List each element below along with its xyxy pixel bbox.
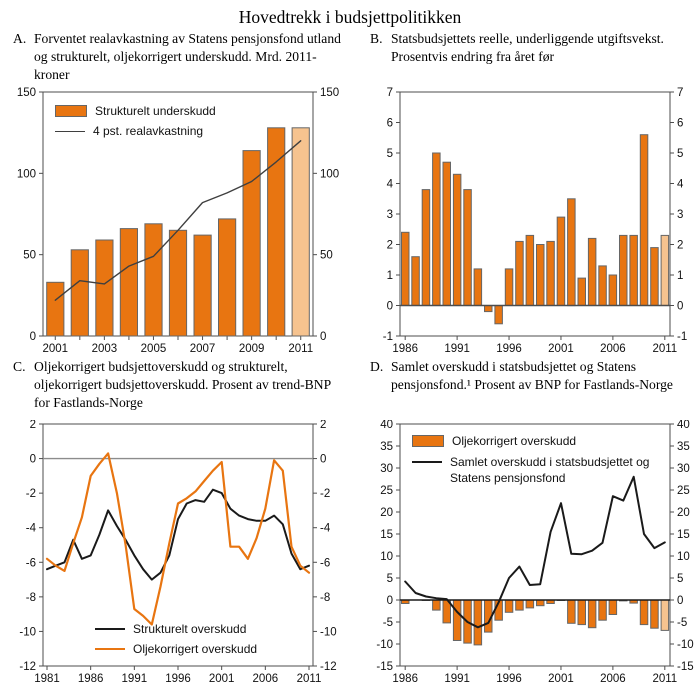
legend-item — [412, 454, 688, 486]
bar-1991 — [453, 174, 461, 305]
legend-label: 4 pst. realavkastning — [93, 124, 204, 138]
bar-2008 — [219, 219, 236, 336]
panel-d-legend — [412, 434, 688, 492]
y-axis-label: 0 — [29, 331, 36, 343]
bar-swatch-icon — [412, 435, 444, 447]
panel-b-letter: B. — [370, 31, 383, 46]
x-axis-label: 2001 — [42, 343, 69, 355]
panel-d-letter: D. — [370, 359, 384, 374]
y-axis-label: 1 — [386, 270, 393, 282]
bar-2004 — [588, 600, 596, 628]
y-axis-label: 4 — [386, 178, 393, 191]
y-axis-label: -10 — [19, 626, 36, 639]
bar-2006 — [609, 600, 617, 615]
x-axis-label: 2001 — [548, 673, 574, 685]
y-axis-label: 5 — [386, 573, 393, 585]
line-swatch-icon — [95, 628, 125, 630]
x-axis-label: 2011 — [652, 673, 678, 685]
bar-2005 — [599, 266, 607, 306]
y-axis-label: -12 — [320, 661, 337, 673]
bar-1998 — [526, 235, 534, 305]
y-axis-label: 3 — [677, 209, 684, 221]
x-axis-label: 1991 — [444, 673, 470, 685]
bar-2001 — [47, 282, 64, 336]
legend-label: Oljekorrigert overskudd — [133, 642, 258, 656]
y-axis-label: 0 — [29, 453, 36, 466]
y-axis-label: 35 — [380, 441, 393, 453]
x-axis-label: 2006 — [600, 343, 626, 355]
bar-2005 — [145, 224, 162, 336]
bar-2004 — [588, 238, 596, 305]
panel-c-chart — [13, 420, 350, 688]
x-axis-label: 2001 — [208, 673, 235, 685]
bar-1992 — [464, 190, 472, 306]
panel-b-chart — [370, 86, 700, 358]
y-axis-label: 100 — [320, 168, 340, 181]
x-axis-label: 2006 — [252, 673, 279, 685]
y-axis-label: 0 — [320, 331, 327, 343]
legend-label: Samlet overskudd i statsbudsjettet og Statens pensjonsfond — [450, 455, 650, 486]
x-axis-label: 1996 — [165, 673, 191, 685]
y-axis-label: 6 — [386, 117, 393, 130]
y-axis-label: 150 — [320, 87, 340, 99]
legend-item — [55, 124, 216, 138]
y-axis-label: 30 — [380, 463, 393, 475]
x-axis-label: 2011 — [288, 343, 314, 355]
legend-item — [412, 434, 688, 448]
bar-2002 — [568, 600, 576, 623]
bar-2002 — [71, 250, 88, 336]
bar-1996 — [505, 600, 513, 612]
panel-b-title — [370, 30, 700, 86]
panel-c — [0, 358, 350, 688]
x-axis-label: 2005 — [140, 343, 167, 355]
y-axis-label: -8 — [320, 591, 331, 604]
bar-1991 — [453, 600, 461, 641]
y-axis-label: 20 — [380, 507, 393, 519]
y-axis-label: 0 — [386, 595, 393, 607]
line-swatch-icon — [55, 131, 85, 132]
x-axis-label: 1991 — [121, 673, 148, 685]
bar-2011 — [661, 235, 669, 305]
series-line-1 — [47, 453, 309, 624]
panel-c-legend — [95, 622, 257, 662]
bar-1999 — [537, 245, 545, 306]
bar-2005 — [599, 600, 607, 620]
y-axis-label: -8 — [25, 591, 36, 604]
x-axis-label: 2011 — [652, 343, 678, 355]
panel-a-title — [13, 30, 350, 86]
y-axis-label: -2 — [320, 488, 331, 501]
line-swatch-icon — [412, 461, 442, 463]
x-axis-label: 2009 — [238, 343, 265, 355]
bar-1995 — [495, 306, 503, 324]
bar-1997 — [516, 241, 524, 305]
y-axis-label: -10 — [320, 626, 337, 639]
bar-2008 — [630, 235, 638, 305]
y-axis-label: -5 — [382, 617, 393, 629]
bar-2002 — [568, 199, 576, 306]
y-axis-label: -4 — [25, 522, 36, 535]
x-axis-label: 2011 — [296, 673, 322, 685]
y-axis-label: 15 — [380, 529, 393, 541]
bar-1994 — [485, 306, 493, 312]
x-axis-label: 1996 — [496, 673, 522, 685]
bar-2009 — [640, 135, 648, 306]
y-axis-label: 7 — [386, 87, 393, 99]
bar-2006 — [169, 230, 186, 336]
bar-2011 — [292, 128, 309, 336]
panel-c-letter: C. — [13, 359, 26, 374]
y-axis-label: 7 — [677, 87, 684, 99]
bar-2003 — [578, 600, 586, 625]
bar-2003 — [96, 240, 113, 336]
bar-1989 — [433, 600, 441, 610]
panel-c-title — [13, 358, 350, 420]
legend-label: Strukturelt underskudd — [95, 104, 216, 118]
y-axis-label: 6 — [677, 117, 684, 130]
bar-2007 — [620, 235, 628, 305]
x-axis-label: 2003 — [91, 343, 118, 355]
legend-label: Oljekorrigert overskudd — [452, 434, 577, 448]
bar-2007 — [194, 235, 211, 336]
y-axis-label: 4 — [677, 178, 684, 191]
y-axis-label: 100 — [16, 168, 36, 181]
bar-2009 — [243, 151, 260, 336]
panel-a-legend — [55, 104, 216, 144]
legend-item — [95, 622, 257, 636]
x-axis-label: 2006 — [600, 673, 626, 685]
chart-b-svg — [370, 86, 700, 358]
y-axis-label: -1 — [382, 331, 393, 343]
panel-a-letter: A. — [13, 31, 27, 46]
y-axis-label: -10 — [376, 639, 393, 651]
panel-a — [0, 30, 350, 358]
line-swatch-icon — [95, 648, 125, 650]
bar-1988 — [422, 190, 430, 306]
bar-2001 — [557, 217, 565, 305]
bar-1990 — [443, 162, 451, 305]
bar-1996 — [505, 269, 513, 306]
x-axis-label: 1996 — [496, 343, 522, 355]
y-axis-label: 10 — [677, 551, 690, 563]
y-axis-label: -10 — [677, 639, 694, 651]
bar-2011 — [661, 600, 669, 630]
bar-1993 — [474, 269, 482, 306]
y-axis-label: -6 — [320, 557, 331, 570]
panel-d-chart — [370, 420, 700, 688]
y-axis-label: 2 — [29, 420, 36, 431]
y-axis-label: -4 — [320, 522, 331, 535]
x-axis-label: 1986 — [77, 673, 104, 685]
y-axis-label: 10 — [380, 551, 393, 563]
legend-item — [95, 642, 257, 656]
y-axis-label: 5 — [386, 148, 393, 160]
bar-1997 — [516, 600, 524, 610]
x-axis-label: 2001 — [548, 343, 574, 355]
bar-2009 — [640, 600, 648, 625]
y-axis-label: -2 — [25, 488, 36, 501]
panel-b-title-text: Statsbudsjettets reelle, underliggende utgiftsvekst. Prosentvis endring fra året før — [391, 31, 664, 64]
y-axis-label: 5 — [677, 148, 684, 160]
y-axis-label: 35 — [677, 441, 690, 453]
bar-1989 — [433, 153, 441, 306]
y-axis-label: -1 — [677, 331, 688, 343]
x-axis-label: 1986 — [392, 673, 418, 685]
figure-title: Hovedtrekk i budsjettpolitikken — [238, 7, 462, 27]
y-axis-label: 25 — [380, 485, 393, 497]
bar-1993 — [474, 600, 482, 645]
y-axis-label: 0 — [386, 300, 393, 313]
panel-b — [350, 30, 700, 358]
bar-2003 — [578, 278, 586, 305]
y-axis-label: -5 — [677, 617, 688, 629]
legend-item — [55, 104, 216, 118]
x-axis-label: 1991 — [444, 343, 470, 355]
bar-1986 — [402, 232, 410, 305]
x-axis-label: 2007 — [189, 343, 216, 355]
y-axis-label: 30 — [677, 463, 690, 475]
panel-d — [350, 358, 700, 688]
y-axis-label: 50 — [320, 249, 333, 262]
y-axis-label: -6 — [25, 557, 36, 570]
bar-1987 — [412, 257, 420, 306]
panel-grid — [0, 30, 700, 688]
y-axis-label: 3 — [386, 209, 393, 221]
bar-swatch-icon — [55, 105, 87, 117]
y-axis-label: 0 — [677, 595, 684, 607]
y-axis-label: 2 — [320, 420, 327, 431]
panel-a-title-text: Forventet realavkastning av Statens pensjonsfond utland og strukturelt, oljekorrigert underskudd. Mrd. 2011-kroner — [34, 31, 341, 82]
y-axis-label: 2 — [386, 239, 393, 252]
legend-label: Strukturelt overskudd — [133, 622, 247, 636]
y-axis-label: 150 — [16, 87, 36, 99]
panel-c-title-text: Oljekorrigert budsjettoverskudd og strukturelt, oljekorrigert budsjettoverskudd. Prosent av trend-BNP for Fastlands-Norge — [34, 359, 331, 410]
bar-2010 — [651, 600, 659, 628]
bar-2004 — [120, 229, 137, 336]
y-axis-label: 15 — [677, 529, 690, 541]
bar-2000 — [547, 241, 555, 305]
y-axis-label: 2 — [677, 239, 684, 252]
y-axis-label: 40 — [380, 420, 393, 431]
y-axis-label: 0 — [320, 453, 327, 466]
y-axis-label: -12 — [19, 661, 36, 673]
bar-2010 — [651, 248, 659, 306]
bar-1998 — [526, 600, 534, 608]
y-axis-label: 20 — [677, 507, 690, 519]
x-axis-label: 1986 — [392, 343, 418, 355]
y-axis-label: 1 — [677, 270, 684, 282]
bar-1999 — [537, 600, 545, 606]
y-axis-label: 50 — [23, 249, 36, 262]
x-axis-label: 1981 — [34, 673, 60, 685]
panel-d-title — [370, 358, 700, 420]
y-axis-label: 5 — [677, 573, 684, 585]
panel-a-chart — [13, 86, 350, 358]
bar-2006 — [609, 275, 617, 306]
y-axis-label: 40 — [677, 420, 690, 431]
y-axis-label: -15 — [677, 661, 694, 673]
y-axis-label: 0 — [677, 300, 684, 313]
y-axis-label: 25 — [677, 485, 690, 497]
panel-d-title-text: Samlet overskudd i statsbudsjettet og Statens pensjonsfond.¹ Prosent av BNP for Fastlands-Norge — [391, 359, 673, 392]
bar-2010 — [268, 128, 285, 336]
y-axis-label: -15 — [376, 661, 393, 673]
